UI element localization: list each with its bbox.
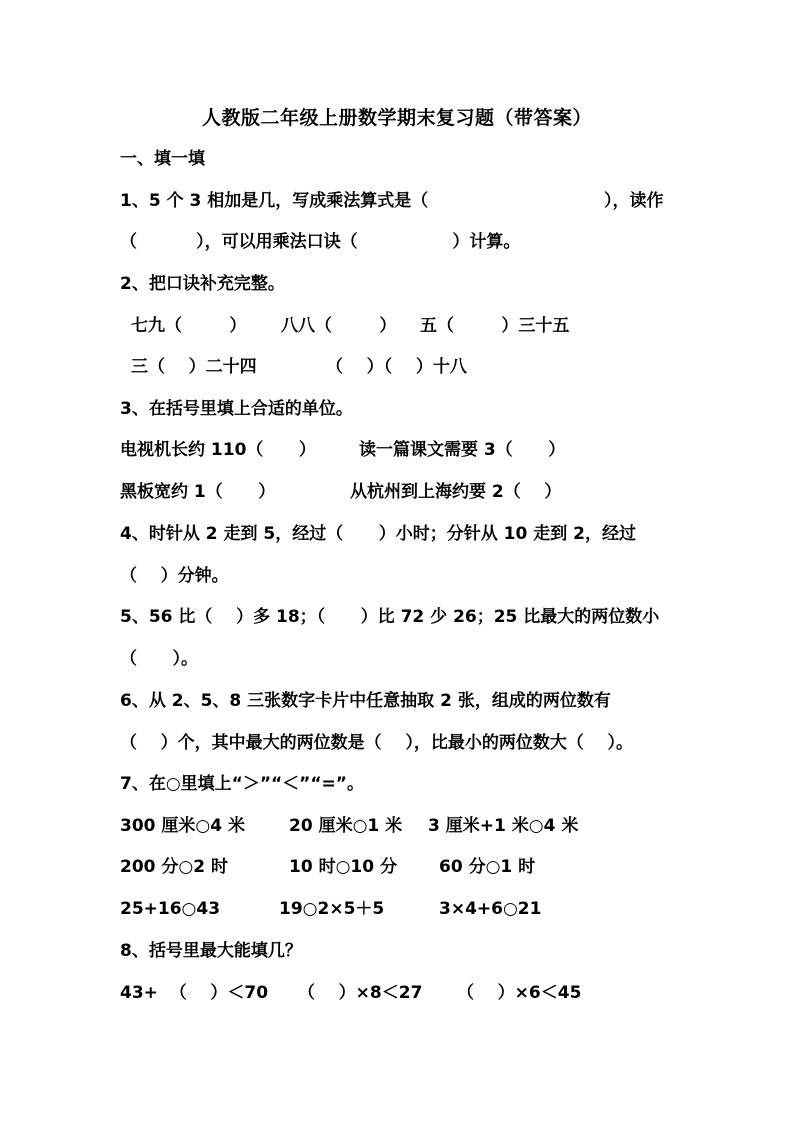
q8-item: 43+ （ ）＜70	[120, 983, 269, 1003]
q7-item: 3 厘米+1 米○4 米	[428, 816, 579, 836]
q3-item: 读一篇课文需要 3（ ）	[359, 440, 566, 460]
q7-item: 300 厘米○4 米	[120, 816, 245, 836]
q8-item: （ ）×8＜27	[298, 983, 423, 1003]
page-title: 人教版二年级上册数学期末复习题（带答案）	[201, 107, 592, 129]
q6-line1: 6、从 2、5、8 三张数字卡片中任意抽取 2 张，组成的两位数有	[120, 691, 611, 711]
q7-item: 200 分○2 时	[120, 857, 228, 877]
q7-item: 60 分○1 时	[439, 857, 536, 877]
q5-line1: 5、56 比（ ）多 18；（ ）比 72 少 26；25 比最大的两位数小	[120, 607, 660, 627]
q7-item: 20 厘米○1 米	[289, 816, 403, 836]
q7-item: 3×4+6○21	[439, 899, 542, 919]
q2-item: 五（ ）三十五	[420, 316, 570, 336]
q1-line1-end: ），读作	[604, 191, 664, 211]
q7-item: 10 时○10 分	[289, 857, 397, 877]
section-heading: 一、填一填	[120, 149, 205, 169]
q3-item: 电视机长约 110（ ）	[120, 440, 316, 460]
q2-item: 三（ ）二十四	[131, 357, 257, 377]
q7-item: 25+16○43	[120, 899, 221, 919]
q7-item: 19○2×5＋5	[279, 899, 385, 919]
q3-stem: 3、在括号里填上合适的单位。	[120, 399, 353, 419]
q8-item: （ ）×6＜45	[457, 983, 582, 1003]
q2-item: （ ）（ ）十八	[326, 357, 467, 377]
q1-line1: 1、5 个 3 相加是几，写成乘法算式是（	[120, 191, 429, 211]
q5-line2: （ ）。	[120, 649, 199, 669]
q2-item: 七九（ ）	[131, 316, 247, 336]
q4-line1: 4、时针从 2 走到 5，经过（ ）小时；分针从 10 走到 2，经过	[120, 524, 636, 544]
q3-item: 黑板宽约 1（ ）	[120, 482, 276, 502]
q1-line2: （ ），可以用乘法口诀（ ）计算。	[120, 232, 521, 252]
q3-item: 从杭州到上海约要 2（ ）	[350, 482, 562, 502]
q2-item: 八八（ ）	[281, 316, 397, 336]
q4-line2: （ ）分钟。	[120, 566, 229, 586]
q2-stem: 2、把口诀补充完整。	[120, 274, 285, 294]
q7-stem: 7、在○里填上“＞”“＜”“=”。	[120, 774, 364, 794]
q6-line2: （ ）个，其中最大的两位数是（ ），比最小的两位数大（ ）。	[120, 733, 634, 753]
q8-stem: 8、括号里最大能填几？	[120, 941, 302, 961]
